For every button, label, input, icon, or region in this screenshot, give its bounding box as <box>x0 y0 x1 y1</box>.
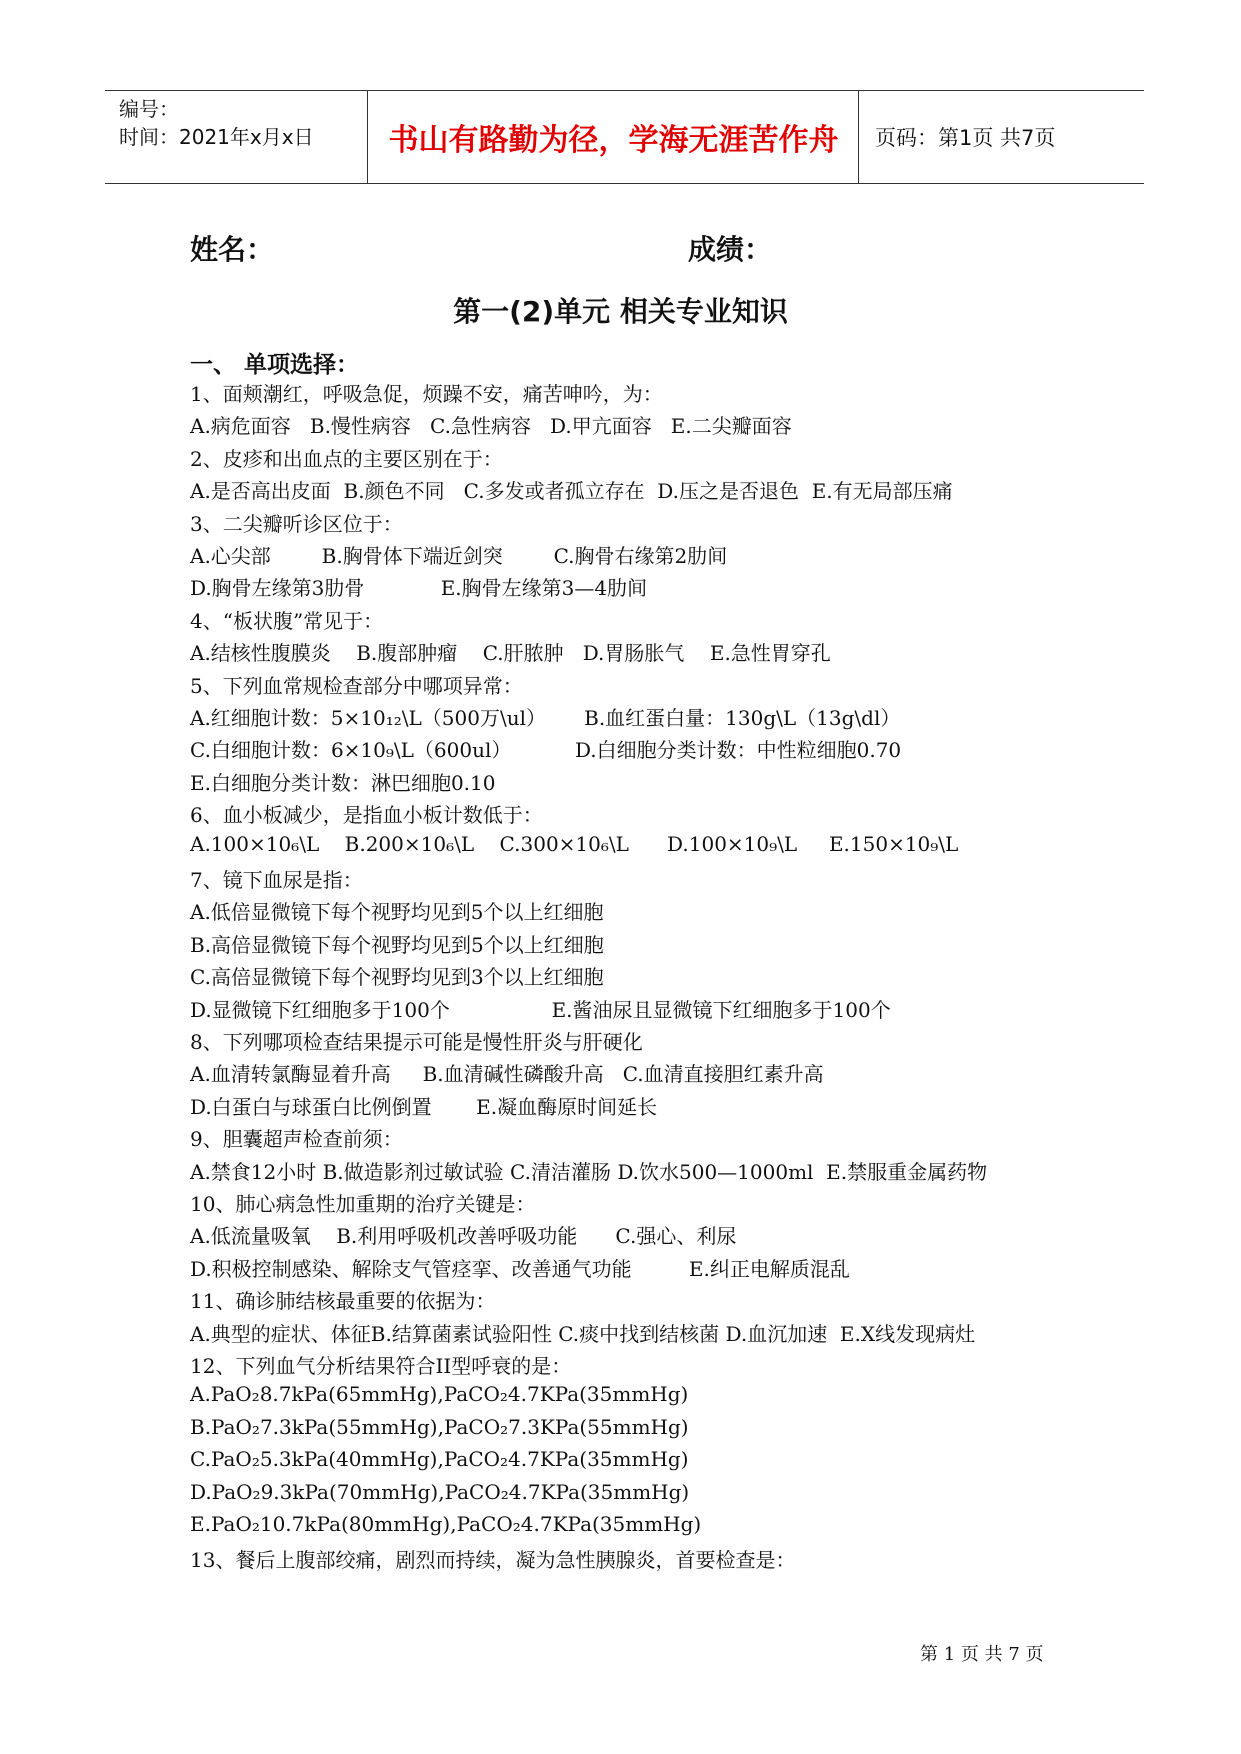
question-line: 6、血小板减少，是指血小板计数低于： <box>190 803 543 828</box>
question-line: A.血清转氯酶显着升高 B.血清碱性磷酸升高 C.血清直接胆红素升高 <box>190 1062 824 1087</box>
question-line: C.高倍显微镜下每个视野均见到3个以上红细胞 <box>190 965 604 990</box>
question-line: D.积极控制感染、解除支气管痉挛、改善通气功能 E.纠正电解质混乱 <box>190 1256 850 1281</box>
question-line: B.PaO₂7.3kPa(55mmHg),PaCO₂7.3KPa(55mmHg) <box>190 1414 689 1439</box>
question-line: A.典型的症状、体征B.结算菌素试验阳性 C.痰中找到结核菌 D.血沉加速 E.X线发现病灶 <box>190 1321 976 1346</box>
question-line: D.胸骨左缘第3肋骨 E.胸骨左缘第3—4肋间 <box>190 576 648 601</box>
time-label: 时间：2021年x月x日 <box>119 125 314 149</box>
question-line: C.白细胞计数：6×10₉\L（600ul） D.白细胞分类计数：中性粒细胞0.70 <box>190 738 902 763</box>
motto: 书山有路勤为径，学海无涯苦作舟 <box>369 91 859 183</box>
question-line: 7、镜下血尿是指： <box>190 868 363 892</box>
question-line: 1、面颊潮红，呼吸急促，烦躁不安，痛苦呻吟，为： <box>190 382 663 406</box>
score-label: 成绩： <box>688 233 773 266</box>
number-label: 编号： <box>119 97 179 121</box>
question-line: A.心尖部 B.胸骨体下端近剑突 C.胸骨右缘第2肋间 <box>190 544 728 568</box>
question-line: A.禁食12小时 B.做造影剂过敏试验 C.清洁灌肠 D.饮水500—1000ml E.禁服重金属药物 <box>190 1159 988 1184</box>
question-line: A.病危面容 B.慢性病容 C.急性病容 D.甲亢面容 E.二尖瓣面容 <box>190 414 792 439</box>
question-line: A.100×10₆\L B.200×10₆\L C.300×10₆\L D.100×10₉\L E.150×10₉\L <box>190 831 959 856</box>
question-line: D.PaO₂9.3kPa(70mmHg),PaCO₂4.7KPa(35mmHg) <box>190 1479 690 1504</box>
page-title: 第一(2)单元 相关专业知识 <box>453 295 788 328</box>
question-line: A.PaO₂8.7kPa(65mmHg),PaCO₂4.7KPa(35mmHg) <box>190 1382 689 1407</box>
page-footer: 第 1 页 共 7 页 <box>920 1644 1044 1665</box>
question-line: E.PaO₂10.7kPa(80mmHg),PaCO₂4.7KPa(35mmHg) <box>190 1512 702 1536</box>
question-line: 2、皮疹和出血点的主要区别在于： <box>190 446 503 471</box>
question-line: 3、二尖瓣听诊区位于： <box>190 511 403 536</box>
question-line: C.PaO₂5.3kPa(40mmHg),PaCO₂4.7KPa(35mmHg) <box>190 1447 689 1472</box>
question-line: A.是否高出皮面 B.颜色不同 C.多发或者孤立存在 D.压之是否退色 E.有无局部压痛 <box>190 479 953 504</box>
question-line: 9、胆囊超声检查前须： <box>190 1127 403 1152</box>
question-line: 13、餐后上腹部绞痛，剧烈而持续，凝为急性胰腺炎，首要检查是： <box>190 1548 796 1573</box>
question-line: E.白细胞分类计数：淋巴细胞0.10 <box>190 770 496 795</box>
question-line: 11、确诊肺结核最重要的依据为： <box>190 1289 496 1314</box>
page-header <box>105 90 1144 184</box>
name-label: 姓名： <box>190 233 275 266</box>
question-line: 8、下列哪项检查结果提示可能是慢性肝炎与肝硬化 <box>190 1030 643 1054</box>
section-heading: 一、 单项选择： <box>190 352 360 378</box>
header-info-cell <box>105 91 368 183</box>
question-line: A.结核性腹膜炎 B.腹部肿瘤 C.肝脓肿 D.胃肠胀气 E.急性胃穿孔 <box>190 641 831 666</box>
question-line: 4、“板状腹”常见于： <box>190 608 384 633</box>
question-line: D.显微镜下红细胞多于100个 E.酱油尿且显微镜下红细胞多于100个 <box>190 997 891 1022</box>
question-line: A.红细胞计数：5×10₁₂\L（500万\ul） B.血红蛋白量：130g\L（13g\dl） <box>190 706 901 730</box>
question-line: A.低倍显微镜下每个视野均见到5个以上红细胞 <box>190 900 604 925</box>
question-line: B.高倍显微镜下每个视野均见到5个以上红细胞 <box>190 932 604 957</box>
page-number-label: 页码：第1页 共7页 <box>875 126 1056 150</box>
question-line: 5、下列血常规检查部分中哪项异常： <box>190 673 523 698</box>
question-line: D.白蛋白与球蛋白比例倒置 E.凝血酶原时间延长 <box>190 1094 658 1119</box>
question-line: 10、肺心病急性加重期的治疗关键是： <box>190 1192 536 1216</box>
question-line: A.低流量吸氧 B.利用呼吸机改善呼吸功能 C.强心、利尿 <box>190 1224 737 1249</box>
question-line: 12、下列血气分析结果符合II型呼衰的是： <box>190 1354 572 1378</box>
